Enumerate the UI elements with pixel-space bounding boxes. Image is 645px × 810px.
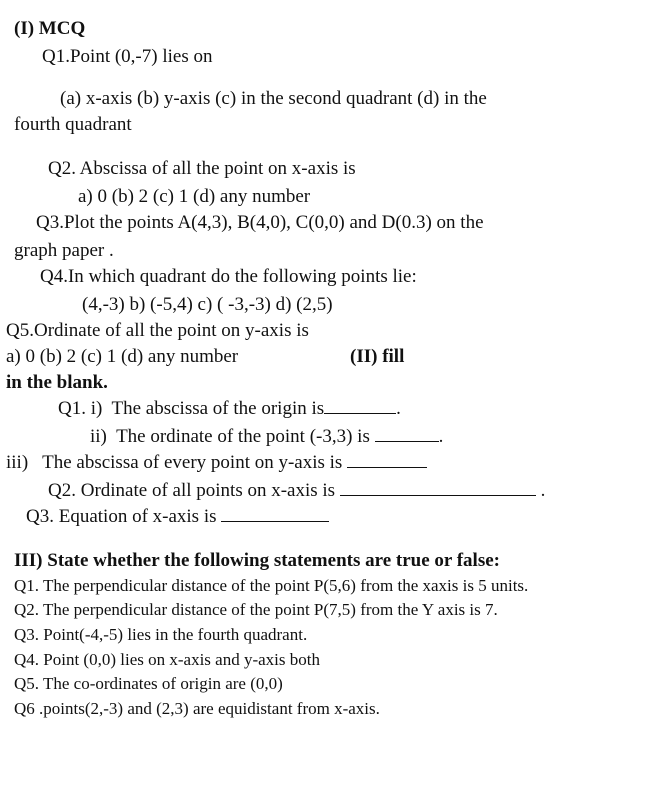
tf-statement: Q1. The perpendicular distance of the point P(5,6) from the xaxis is 5 units. (14, 576, 529, 595)
mcq-q1-options-cont: fourth quadrant (14, 114, 132, 135)
fill-q2-blank[interactable] (340, 480, 536, 496)
fill-q3 (26, 506, 329, 528)
section-2-heading: (II) fill (350, 346, 405, 367)
fill-q3-text: Q3. Equation of x-axis is (26, 506, 217, 527)
fill-q1-i-text: The abscissa of the origin is (111, 398, 325, 419)
section-1-heading: (I) MCQ (14, 18, 86, 39)
mcq-q5-options: a) 0 (b) 2 (c) 1 (d) any number (6, 346, 239, 367)
mcq-q1-text: Q1.Point (0,-7) lies on (42, 46, 213, 67)
tf-statement: Q6 .points(2,-3) and (2,3) are equidistant from x-axis. (14, 699, 380, 718)
fill-q1-i-end: . (396, 398, 401, 419)
mcq-q1-options: (a) x-axis (b) y-axis (c) in the second quadrant (d) in the (60, 88, 487, 109)
fill-q1-ii (90, 426, 443, 448)
mcq-q5-text: Q5.Ordinate of all the point on y-axis is (6, 320, 309, 341)
section-3-heading: III) State whether the following statements are true or false: (14, 550, 500, 571)
fill-q1-iii-text: The abscissa of every point on y-axis is (42, 452, 343, 473)
tf-statement: Q5. The co-ordinates of origin are (0,0) (14, 674, 283, 693)
tf-statement: Q4. Point (0,0) lies on x-axis and y-axis both (14, 650, 320, 669)
fill-q1-iii-prefix: iii) (6, 452, 29, 473)
fill-q1-ii-text: The ordinate of the point (-3,3) is (116, 426, 370, 447)
tf-statement: Q3. Point(-4,-5) lies in the fourth quadrant. (14, 625, 308, 644)
mcq-q2-options: a) 0 (b) 2 (c) 1 (d) any number (78, 186, 311, 207)
mcq-q4-options: (4,-3) b) (-5,4) c) ( -3,-3) d) (2,5) (82, 294, 333, 315)
tf-statement: Q2. The perpendicular distance of the point P(7,5) from the Y axis is 7. (14, 600, 498, 619)
mcq-q2-text: Q2. Abscissa of all the point on x-axis is (48, 158, 356, 179)
mcq-q4-text: Q4.In which quadrant do the following points lie: (40, 266, 417, 287)
fill-q1-iii (6, 452, 427, 474)
fill-q2-end: . (540, 480, 546, 501)
fill-q2 (48, 480, 545, 502)
mcq-q3-line1: Q3.Plot the points A(4,3), B(4,0), C(0,0) and D(0.3) on the (36, 212, 484, 233)
fill-q1-i-blank[interactable] (324, 398, 396, 414)
fill-q2-text: Q2. Ordinate of all points on x-axis is (48, 480, 336, 501)
fill-q1-i (58, 398, 401, 420)
mcq-q3-line2: graph paper . (14, 240, 114, 261)
fill-q1-ii-blank[interactable] (375, 426, 439, 442)
fill-q3-blank[interactable] (221, 506, 329, 522)
fill-q1-i-prefix: Q1. i) (58, 398, 103, 419)
fill-q1-ii-prefix: ii) (90, 426, 107, 447)
section-2-heading-cont: in the blank. (6, 372, 108, 393)
fill-q1-iii-blank[interactable] (347, 452, 427, 468)
fill-q1-ii-end: . (438, 426, 444, 447)
